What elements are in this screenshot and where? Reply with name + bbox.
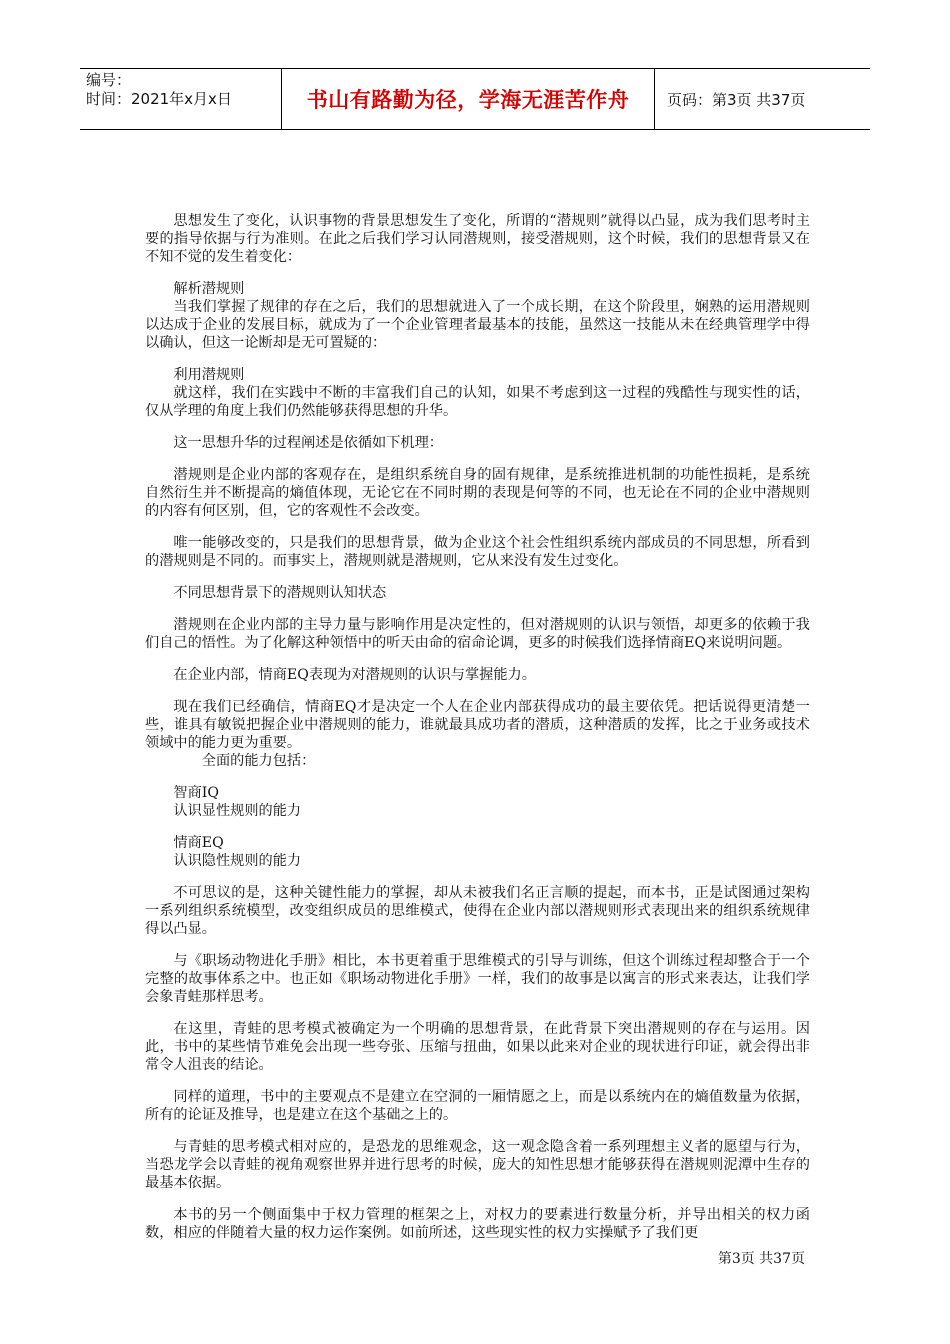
ability-desc: 认识隐性规则的能力	[173, 853, 302, 869]
ability-title: 智商IQ	[173, 785, 220, 801]
paragraph: 全面的能力包括：	[201, 753, 316, 769]
paragraph: 与《职场动物进化手册》相比，本书更着重于思维模式的引导与训练，但这个训练过程却整合于一个完整的故事体系之中。也正如《职场动物进化手册》一样，我们的故事是以寓言的形式来表达，让我们学会象青蛙那样思考。	[145, 953, 810, 1005]
header-motto: 书山有路勤为径，学海无涯苦作舟	[282, 69, 655, 129]
paragraph: 唯一能够改变的，只是我们的思想背景，做为企业这个社会性组织系统内部成员的不同思想，所看到的潜规则是不同的。而事实上，潜规则就是潜规则，它从来没有发生过变化。	[145, 535, 810, 569]
ability-desc: 认识显性规则的能力	[173, 803, 302, 819]
paragraph: 在企业内部，情商EQ表现为对潜规则的认识与掌握能力。	[173, 667, 536, 683]
paragraph: 同样的道理，书中的主要观点不是建立在空洞的一厢情愿之上，而是以系统内在的熵值数量为依据，所有的论证及推导，也是建立在这个基础之上的。	[145, 1089, 810, 1123]
section-heading: 不同思想背景下的潜规则认知状态	[173, 585, 387, 601]
paragraph: 在这里，青蛙的思考模式被确定为一个明确的思想背景，在此背景下突出潜规则的存在与运用。因此，书中的某些情节难免会出现一些夸张、压缩与扭曲，如果以此来对企业的现状进行印证，就会得出非常令人沮丧的结论。	[145, 1021, 810, 1073]
header-meta	[80, 69, 282, 129]
paragraph: 现在我们已经确信，情商EQ才是决定一个人在企业内部获得成功的最主要依凭。把话说得更清楚一些，谁具有敏锐把握企业中潜规则的能力，谁就最具成功者的潜质，这种潜质的发挥，比之于业务或技术领域中的能力更为重要。	[145, 699, 810, 751]
paragraph: 本书的另一个侧面集中于权力管理的框架之上，对权力的要素进行数量分析，并导出相关的权力函数，相应的伴随着大量的权力运作案例。如前所述，这些现实性的权力实操赋予了我们更	[145, 1207, 810, 1241]
document-date: 时间：2021年x月x日	[86, 90, 232, 108]
header-page-info: 页码：第3页 共37页	[667, 90, 806, 109]
paragraph: 思想发生了变化，认识事物的背景思想发生了变化，所谓的“潜规则”就得以凸显，成为我们思考时主要的指导依据与行为准则。在此之后我们学习认同潜规则，接受潜规则，这个时候，我们的思想背景又在不知不觉的发生着变化：	[145, 213, 810, 265]
paragraph: 潜规则是企业内部的客观存在，是组织系统自身的固有规律，是系统推进机制的功能性损耗，是系统自然衍生并不断提高的熵值体现，无论它在不同时期的表现是何等的不同，也无论在不同的企业中潜规则的内容有何区别，但，它的客观性不会改变。	[145, 467, 810, 519]
section-heading: 利用潜规则	[173, 367, 245, 383]
section-heading: 解析潜规则	[173, 281, 245, 297]
paragraph: 与青蛙的思考模式相对应的，是恐龙的思维观念，这一观念隐含着一系列理想主义者的愿望与行为，当恐龙学会以青蛙的视角观察世界并进行思考的时候，庞大的知性思想才能够获得在潜规则泥潭中生存的最基本依据。	[145, 1139, 810, 1191]
page-footer: 第3页 共37页	[717, 1251, 805, 1267]
ability-title: 情商EQ	[173, 835, 224, 851]
document-number-label: 编号：	[86, 71, 132, 89]
paragraph: 潜规则在企业内部的主导力量与影响作用是决定性的，但对潜规则的认识与领悟，却更多的依赖于我们自己的悟性。为了化解这种领悟中的听天由命的宿命论调，更多的时候我们选择情商EQ来说明问题。	[145, 617, 810, 651]
paragraph: 这一思想升华的过程阐述是依循如下机理：	[173, 435, 443, 451]
paragraph: 当我们掌握了规律的存在之后，我们的思想就进入了一个成长期，在这个阶段里，娴熟的运用潜规则以达成于企业的发展目标，就成为了一个企业管理者最基本的技能，虽然这一技能从未在经典管理学中得以确认，但这一论断却是无可置疑的：	[145, 299, 810, 351]
paragraph: 不可思议的是，这种关键性能力的掌握，却从未被我们名正言顺的提起，而本书，正是试图通过架构一系列组织系统模型，改变组织成员的思维模式，使得在企业内部以潜规则形式表现出来的组织系统规律得以凸显。	[145, 885, 810, 937]
paragraph: 就这样，我们在实践中不断的丰富我们自己的认知，如果不考虑到这一过程的残酷性与现实性的话，仅从学理的角度上我们仍然能够获得思想的升华。	[145, 385, 810, 419]
page-header	[80, 68, 870, 130]
document-body	[145, 212, 810, 1256]
